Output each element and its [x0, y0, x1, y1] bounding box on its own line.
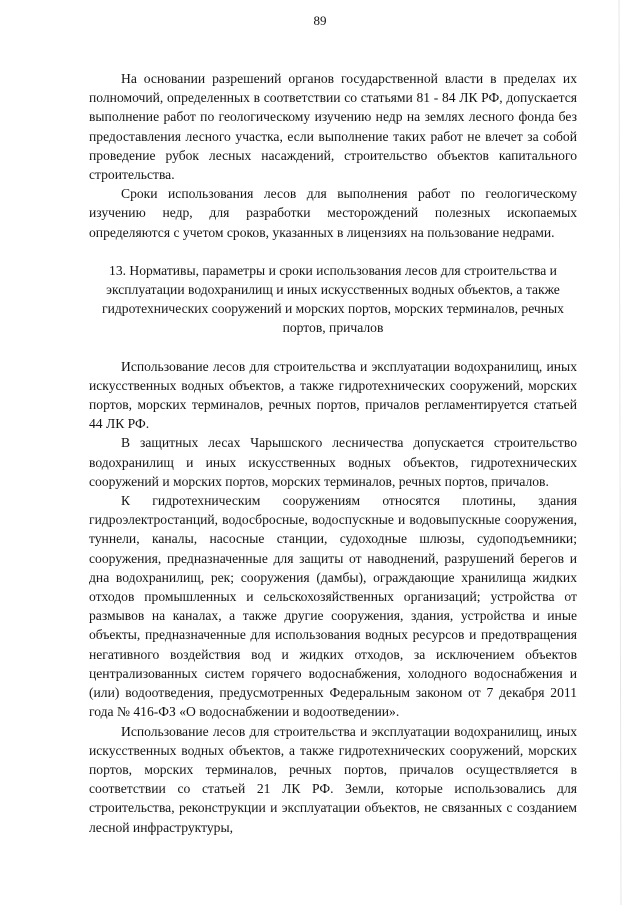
page-number: 89: [313, 13, 327, 28]
paragraph-article-44: Использование лесов для строительства и эксплуатации водохранилищ, иных искусственных водных объектов, а также гидротехнических сооружений, морских портов, морских терминалов, речных портов, причалов регламентируется статьей 44 ЛК РФ.: [89, 358, 577, 432]
paragraph-geological-permits: На основании разрешений органов государственной власти в пределах их полномочий, определенных в соответствии со статьями 81 - 84 ЛК РФ, допускается выполнение работ по геологическому изучению недр на землях лесного фонда без предоставления лесного участка, если выполнение таких работ не влечет за собой проведение рубок лесных насаждений, строительство объектов капитального строительства.: [89, 71, 577, 183]
paragraph-geological-terms: Сроки использования лесов для выполнения работ по геологическому изучению недр, для разработки месторождений полезных ископаемых определяются с учетом сроков, указанных в лицензиях на пользование недрами.: [89, 186, 577, 240]
paragraph-article-21: Использование лесов для строительства и эксплуатации водохранилищ, иных искусственных водных объектов, а также гидротехнических сооружений, морских портов, морских терминалов, речных портов, причалов осуществляется в соответствии со статьей 21 ЛК РФ. Земли, которые использовались для строительства, реконструкции и эксплуатации объектов, не связанных с созданием лесной инфраструктуры,: [89, 723, 577, 835]
paragraph-hydraulic-structures: К гидротехническим сооружениям относятся плотины, здания гидроэлектростанций, водосбросные, водоспускные и водовыпускные сооружения, туннели, каналы, насосные станции, судоходные шлюзы, судоподъемники; сооружения, предназначенные для защиты от наводнений, разрушений берегов и дна водохранилищ, рек; сооружения (дамбы), ограждающие хранилища жидких отходов промышленных и сельскохозяйственных организаций; устройства от размывов на каналах, а также другие сооружения, здания, устройства и иные объекты, предназначенные для использования водных ресурсов и предотвращения негативного воздействия вод и жидких отходов, за исключением объектов централизованных систем горячего водоснабжения, холодного водоснабжения и (или) водоотведения, предусмотренных Федеральным законом от 7 декабря 2011 года № 416-ФЗ «О водоснабжении и водоотведении».: [89, 493, 577, 720]
paragraph-protective-forests: В защитных лесах Чарышского лесничества допускается строительство водохранилищ и иных искусственных водных объектов, гидротехнических сооружений и морских портов, морских терминалов, речных портов, причалов.: [89, 435, 577, 489]
document-body: [89, 69, 577, 837]
section-13-heading: 13. Нормативы, параметры и сроки использования лесов для строительства и эксплуатации водохранилищ и иных искусственных водных объектов, а также гидротехнических сооружений и морских портов, морских терминалов, речных портов, причалов: [102, 262, 564, 336]
